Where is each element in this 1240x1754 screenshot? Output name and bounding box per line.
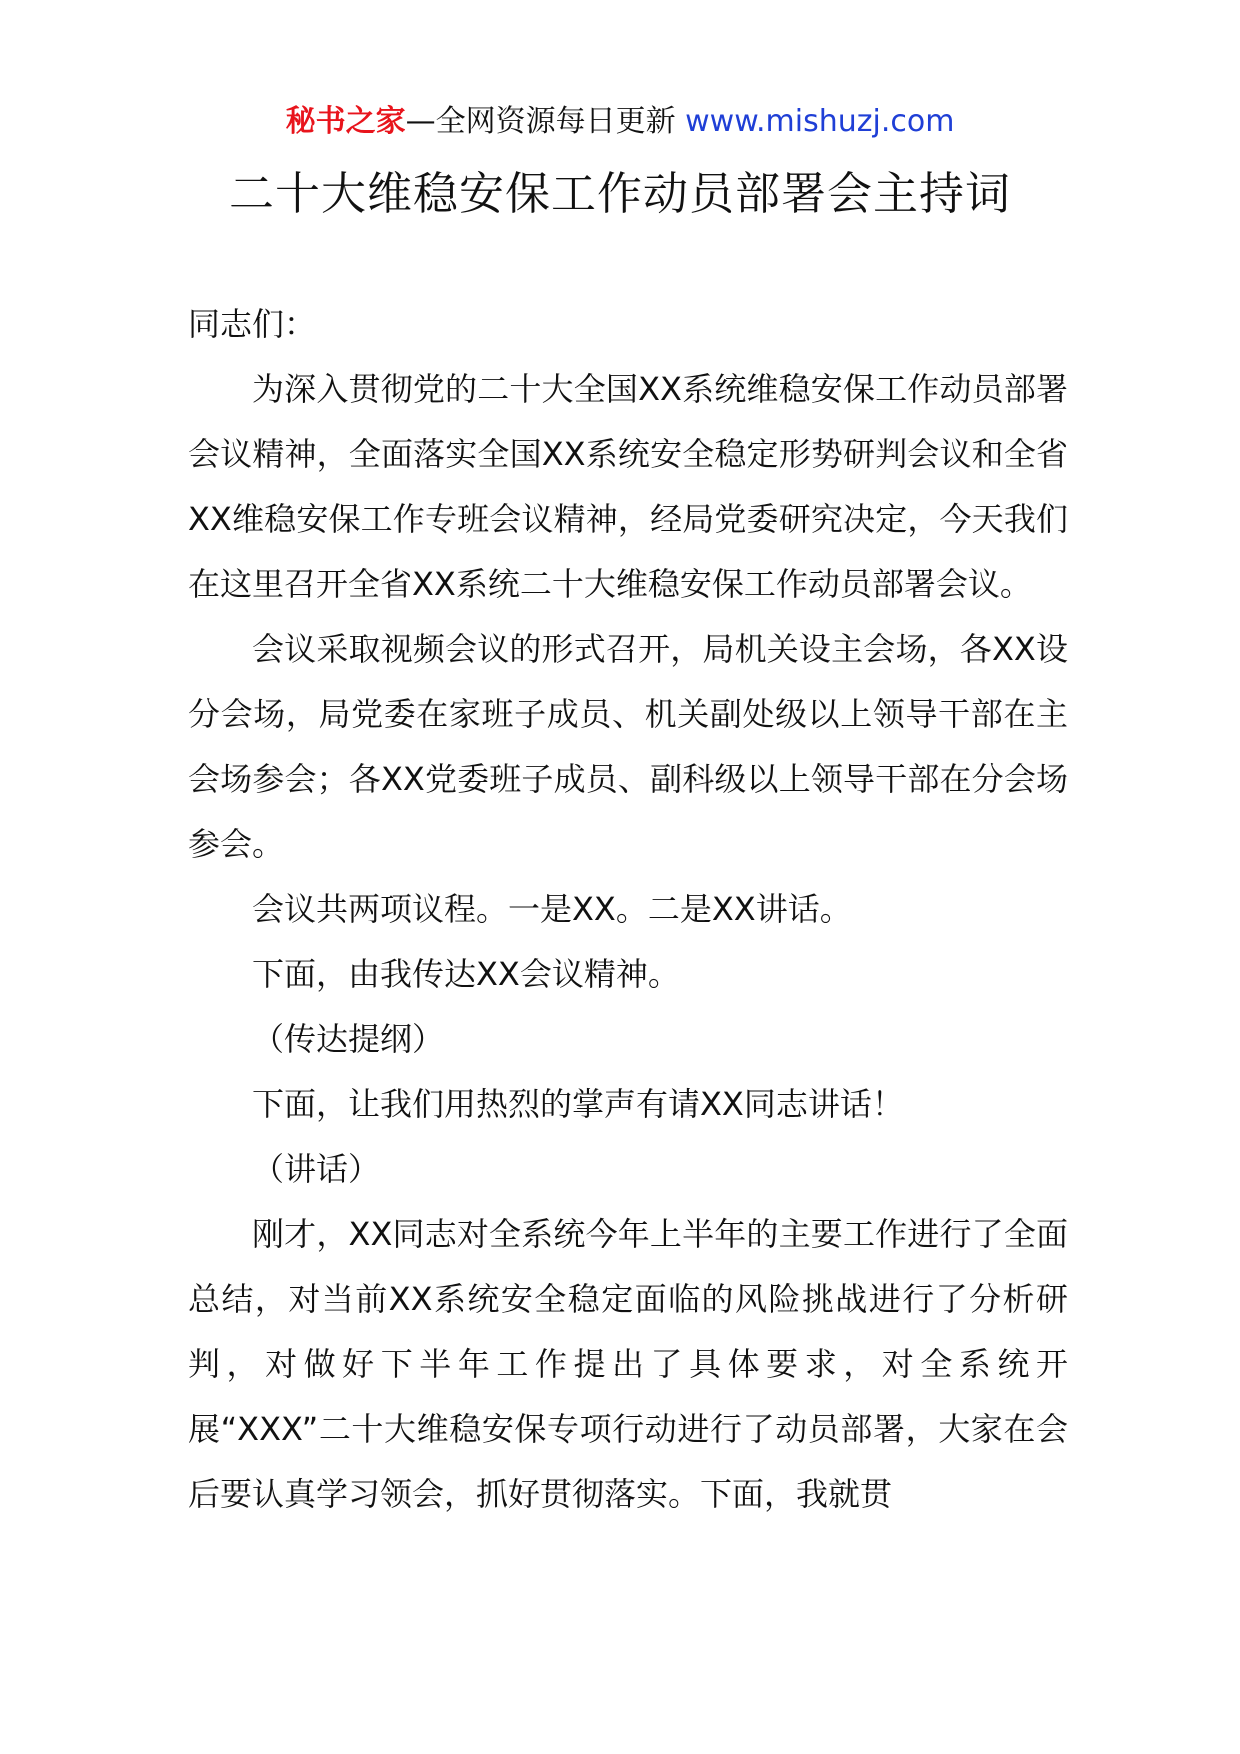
site-header: [0, 100, 1240, 144]
header-tagline: —全网资源每日更新: [405, 104, 676, 139]
paragraph: 会议共两项议程。一是XX。二是XX讲话。: [252, 890, 852, 928]
paragraph: （讲话）: [252, 1150, 381, 1188]
document-body: [188, 292, 1068, 1527]
paragraph: 下面，让我们用热烈的掌声有请XX同志讲话！: [252, 1085, 904, 1123]
paragraph: 刚才，XX同志对全系统今年上半年的主要工作进行了全面总结，对当前XX系统安全稳定面临的风险挑战进行了分析研判，对做好下半年工作提出了具体要求，对全系统开展“XXX”二十大维稳安保专项行动进行了动员部署，大家在会后要认真学习领会，抓好贯彻落实。下面，我就贯: [188, 1215, 1068, 1513]
paragraph: 会议采取视频会议的形式召开，局机关设主会场，各XX设分会场，局党委在家班子成员、机关副处级以上领导干部在主会场参会；各XX党委班子成员、副科级以上领导干部在分会场参会。: [188, 630, 1068, 863]
site-url-link[interactable]: www.mishuzj.com: [685, 104, 955, 139]
paragraph: 为深入贯彻党的二十大全国XX系统维稳安保工作动员部署会议精神，全面落实全国XX系统安全稳定形势研判会议和全省XX维稳安保工作专班会议精神，经局党委研究决定，今天我们在这里召开全省XX系统二十大维稳安保工作动员部署会议。: [188, 370, 1068, 603]
salutation: 同志们：: [188, 305, 317, 343]
document-title: 二十大维稳安保工作动员部署会主持词: [228, 167, 1011, 220]
brand-name: 秘书之家: [285, 104, 406, 139]
paragraph: （传达提纲）: [252, 1020, 445, 1058]
paragraph: 下面，由我传达XX会议精神。: [252, 955, 680, 993]
